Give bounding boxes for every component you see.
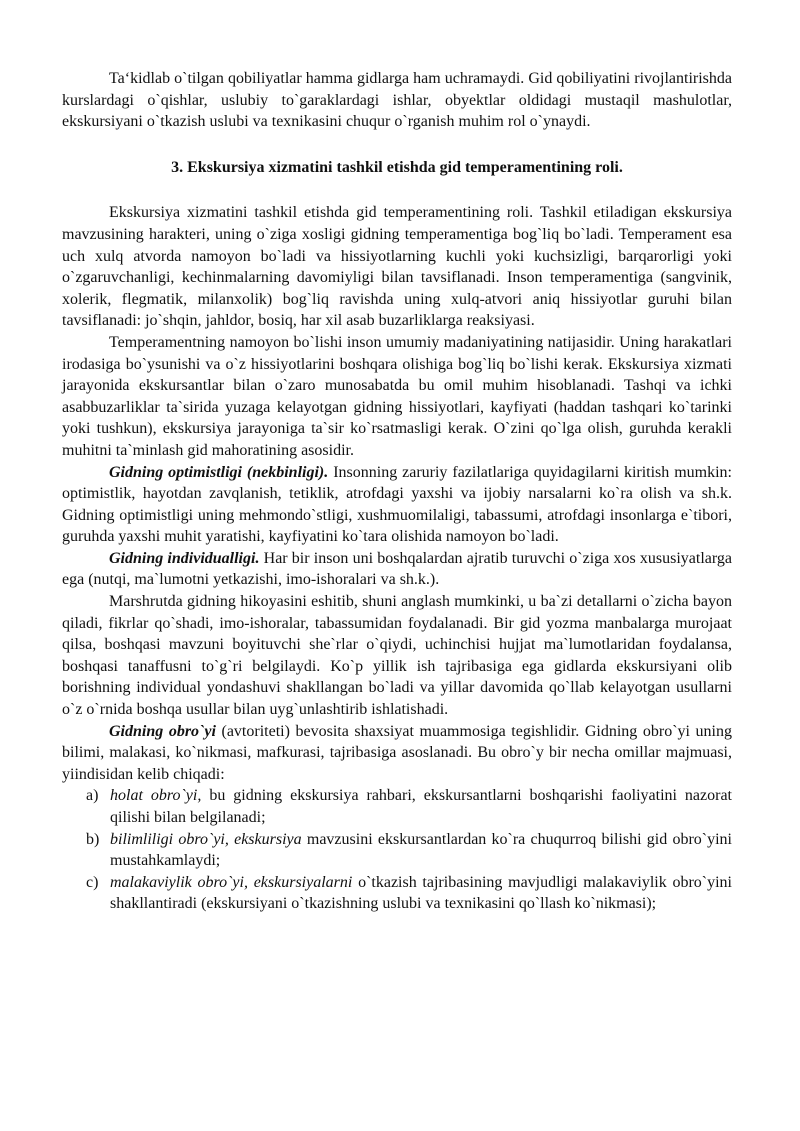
paragraph-optimism	[62, 462, 732, 548]
list-item-italic: malakaviylik obro`yi, ekskursiyalarni	[110, 873, 353, 891]
list-marker: a)	[86, 787, 99, 805]
individuality-text: Har bir inson uni boshqalardan ajratib turuvchi o`ziga xos xususiyatlarga ega (nutqi, ma`lumotni yetkazishi, imo-ishoralari va sh.k.).	[62, 549, 733, 589]
list-item-italic: holat obro`yi,	[110, 787, 202, 805]
authority-list	[62, 785, 732, 915]
document-page	[62, 68, 732, 915]
list-marker: c)	[86, 873, 99, 891]
optimism-lead: Gidning optimistligi (nekbinligi).	[109, 463, 329, 481]
optimism-text: Insonning zaruriy fazilatlariga quyidagilarni kiritish mumkin: optimistlik, hayotdan zavqlanish, tetiklik, atrofdagi yaxshi va ijobiy narsalarni ko`ra olish va sh.k. Gidning optimistligi uning mehmondo`stligi, xushmuomilaligi, tabassumi, atrofdagi insonlarga e`tibori, guruhda yaxshi muhit yaratishi, kayfiyatini ko`tara olishida namoyon bo`ladi.	[62, 463, 732, 546]
list-marker: b)	[86, 830, 100, 848]
paragraph-individuality	[62, 548, 732, 591]
list-item	[62, 829, 732, 872]
paragraph-authority	[62, 721, 732, 786]
authority-text: (avtoriteti) bevosita shaxsiyat muammosiga tegishlidir. Gidning obro`yi uning bilimi, malakasi, ko`nikmasi, mafkurasi, tajribasiga asoslanadi. Bu obro`y bir necha omillar majmuasi, yiindisidan kelib chiqadi:	[62, 722, 733, 783]
section-heading: 3. Ekskursiya xizmatini tashkil etishda gid temperamentining roli.	[171, 158, 623, 176]
list-item-text: bu gidning ekskursiya rahbari, ekskursantlarni boshqarishi faoliyatini nazorat qilishi bilan belgilanadi;	[110, 787, 732, 826]
list-item	[62, 872, 732, 915]
list-item-body	[110, 872, 732, 915]
authority-lead: Gidning obro`yi	[109, 722, 216, 740]
list-item-body	[110, 829, 732, 872]
paragraph-temperament-culture: Temperamentning namoyon bo`lishi inson umumiy madaniyatining natijasidir. Uning harakatlari irodasiga bo`ysunishi va o`z hissiyotlarini boshqara olishiga bog`liq bo`lishi kerak. Ekskursiya xizmati jarayonida ekskursantlar bilan o`zaro munosabatda bu omil muhim hisoblanadi. Tashqi va ichki asabbuzarliklar ta`sirida yuzaga kelayotgan gidning hissiyotlari, kayfiyati (haddan tashqari ko`tarinki yoki tushkun), ekskursiya jarayoniga ta`sir ko`rsatmasligi kerak. O`zini qo`lga olish, guruhda kerakli muhitni ta`minlash gid mahoratining asosidir.	[62, 333, 732, 459]
list-item-text: o`tkazish tajribasining mavjudligi malakaviylik obro`yini shakllantiradi (ekskursiyani o`tkazishning uslubi va texnikasini qo`llash ko`nikmasi);	[110, 873, 732, 913]
list-item-body	[110, 785, 732, 828]
paragraph-route-story: Marshrutda gidning hikoyasini eshitib, shuni anglash mumkinki, u ba`zi detallarni o`zicha bayon qiladi, fikrlar qo`shadi, imo-ishoralar, tabassumidan foydalanadi. Bir gid yozma manbalarga murojaat qilsa, boshqasi mavzuni boyituvchi she`rlar o`qiydi, uchinchisi hujjat ma`lumotlaridan foydalansa, boshqasi tanaffusni to`g`ri belgilaydi. Ko`p yillik ish tajribasiga ega gidlarda ekskursiyani olib borishning individual yondashuvi shakllangan bo`ladi va yillar davomida qo`llab kelayotgan usullarni o`z o`rnida boshqa usullar bilan uyg`unlashtirib ishlatishadi.	[62, 593, 732, 719]
list-item-italic: bilimliligi obro`yi, ekskursiya	[110, 830, 302, 848]
paragraph-intro: Ta‘kidlab o`tilgan qobiliyatlar hamma gidlarga ham uchramaydi. Gid qobiliyatini rivojlantirishda kurslardagi o`qishlar, uslubiy to`garaklardagi ishlar, obyektlar oldidagi mustaqil mashulotlar, ekskursiyani o`tkazish uslubi va texnikasini chuqur o`rganish muhim rol o`ynaydi.	[62, 70, 732, 131]
individuality-lead: Gidning individualligi.	[109, 549, 260, 567]
list-item	[62, 785, 732, 828]
list-item-text: mavzusini ekskursantlardan ko`ra chuqurroq bilishi gid obro`yini mustahkamlaydi;	[110, 830, 733, 870]
paragraph-temperament: Ekskursiya xizmatini tashkil etishda gid temperamentining roli. Tashkil etiladigan ekskursiya mavzusining harakteri, uning o`ziga xosligi gidning temperamentiga bog`liq bo`ladi. Temperament esa uch xulq atvorda namoyon bo`ladi va hissiyotlarning kuchli yoki kuchsizligi, barqarorligi yoki o`zgaruvchanligi, kechinmalarning davomiyligi bilan tavsiflanadi. Inson temperamentiga (sangvinik, xolerik, flegmatik, milanxolik) bog`liq ravishda uning xulq-atvori aniq hissiyotlar guruhi bilan tavsiflanadi: jo`shqin, jahldor, bosiq, har xil asab buzarliklarga reaksiyasi.	[62, 204, 732, 330]
